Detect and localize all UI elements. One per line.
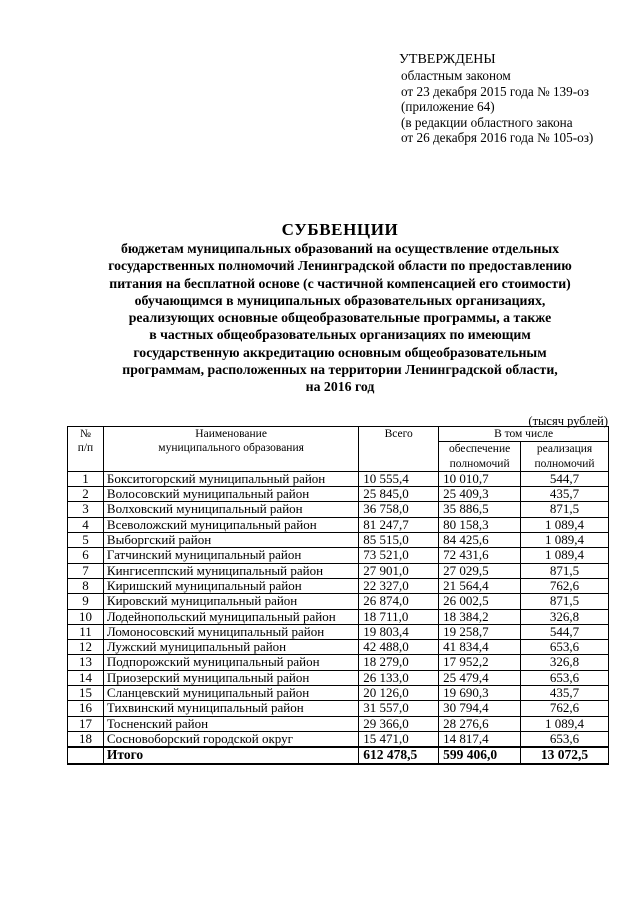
row-realization: 544,7 xyxy=(521,624,609,639)
header-realization-line1: реализация xyxy=(536,443,593,456)
row-total: 73 521,0 xyxy=(359,548,439,563)
approval-line: (приложение 64) xyxy=(401,99,495,115)
header-realization xyxy=(521,442,609,472)
table-header-row xyxy=(68,427,609,442)
row-name: Кингисеппский муниципальный район xyxy=(103,563,358,578)
row-num: 18 xyxy=(68,731,104,747)
row-total: 26 874,0 xyxy=(359,594,439,609)
row-realization: 653,6 xyxy=(521,640,609,655)
row-name: Лужский муниципальный район xyxy=(103,640,358,655)
row-name: Лодейнопольский муниципальный район xyxy=(103,609,358,624)
header-provision-line2: полномочий xyxy=(449,457,510,470)
approval-heading: УТВЕРЖДЕНЫ xyxy=(399,52,496,67)
table-row xyxy=(68,655,609,670)
row-provision: 25 409,3 xyxy=(439,487,521,502)
row-total: 31 557,0 xyxy=(359,701,439,716)
row-realization: 762,6 xyxy=(521,578,609,593)
row-realization: 653,6 xyxy=(521,670,609,685)
row-realization: 1 089,4 xyxy=(521,716,609,731)
row-realization: 326,8 xyxy=(521,609,609,624)
row-total: 22 327,0 xyxy=(359,578,439,593)
row-num: 16 xyxy=(68,701,104,716)
table-row xyxy=(68,487,609,502)
row-name: Тосненский район xyxy=(103,716,358,731)
row-num: 2 xyxy=(68,487,104,502)
row-name: Бокситогорский муниципальный район xyxy=(103,471,358,486)
title-line: на 2016 год xyxy=(305,379,375,395)
row-num: 12 xyxy=(68,640,104,655)
row-provision: 25 479,4 xyxy=(439,670,521,685)
row-num: 3 xyxy=(68,502,104,517)
row-name: Гатчинский муниципальный район xyxy=(103,548,358,563)
document-title xyxy=(0,220,640,396)
approval-line: областным законом xyxy=(401,68,511,84)
row-provision: 30 794,4 xyxy=(439,701,521,716)
subsidies-table xyxy=(67,426,609,765)
row-realization: 871,5 xyxy=(521,502,609,517)
row-num: 17 xyxy=(68,716,104,731)
row-total: 19 803,4 xyxy=(359,624,439,639)
header-name-line2: муниципального образования xyxy=(158,442,304,455)
row-realization: 1 089,4 xyxy=(521,548,609,563)
row-realization: 871,5 xyxy=(521,563,609,578)
row-provision: 14 817,4 xyxy=(439,731,521,747)
row-realization: 435,7 xyxy=(521,686,609,701)
row-num: 9 xyxy=(68,594,104,609)
row-num: 13 xyxy=(68,655,104,670)
row-total: 42 488,0 xyxy=(359,640,439,655)
row-provision: 28 276,6 xyxy=(439,716,521,731)
header-including: В том числе xyxy=(439,427,609,442)
total-row xyxy=(68,747,609,763)
row-name: Сланцевский муниципальный район xyxy=(103,686,358,701)
title-line: программам, расположенных на территории Ленинградской области, xyxy=(122,362,558,378)
table-row xyxy=(68,716,609,731)
row-provision: 26 002,5 xyxy=(439,594,521,609)
row-total: 10 555,4 xyxy=(359,471,439,486)
table-row xyxy=(68,731,609,747)
header-num-line1: № xyxy=(79,428,91,440)
row-name: Приозерский муниципальный район xyxy=(103,670,358,685)
header-realization-line2: полномочий xyxy=(534,457,595,470)
approval-line: (в редакции областного закона xyxy=(401,114,573,130)
title-line: питания на бесплатной основе (с частичной компенсацией его стоимости) xyxy=(109,275,571,291)
total-provision: 599 406,0 xyxy=(439,747,521,763)
table-row xyxy=(68,640,609,655)
title-main: СУБВЕНЦИИ xyxy=(281,220,399,239)
row-num: 14 xyxy=(68,670,104,685)
row-num: 5 xyxy=(68,533,104,548)
row-name: Волховский муниципальный район xyxy=(103,502,358,517)
title-line: обучающимся в муниципальных образовательных организациях, xyxy=(134,292,546,308)
row-total: 27 901,0 xyxy=(359,563,439,578)
header-provision-line1: обеспечение xyxy=(448,443,511,456)
total-realization: 13 072,5 xyxy=(521,747,609,763)
table-row xyxy=(68,594,609,609)
row-num: 7 xyxy=(68,563,104,578)
table-row xyxy=(68,624,609,639)
row-total: 18 711,0 xyxy=(359,609,439,624)
row-name: Всеволожский муниципальный район xyxy=(103,517,358,532)
title-line: бюджетам муниципальных образований на осуществление отдельных xyxy=(120,241,560,256)
table-row xyxy=(68,701,609,716)
row-num: 6 xyxy=(68,548,104,563)
row-realization: 544,7 xyxy=(521,471,609,486)
table-row xyxy=(68,533,609,548)
row-realization: 326,8 xyxy=(521,655,609,670)
header-num xyxy=(68,427,104,472)
table-row xyxy=(68,578,609,593)
row-total: 25 845,0 xyxy=(359,487,439,502)
row-num: 15 xyxy=(68,686,104,701)
row-total: 26 133,0 xyxy=(359,670,439,685)
table-row xyxy=(68,686,609,701)
header-name-line1: Наименование xyxy=(195,428,267,440)
row-name: Ломоносовский муниципальный район xyxy=(103,624,358,639)
row-num: 11 xyxy=(68,624,104,639)
table-body xyxy=(68,471,609,747)
row-provision: 19 258,7 xyxy=(439,624,521,639)
row-provision: 27 029,5 xyxy=(439,563,521,578)
total-num-cell xyxy=(68,747,104,763)
approval-block xyxy=(399,52,593,145)
row-provision: 80 158,3 xyxy=(439,517,521,532)
table-row xyxy=(68,517,609,532)
total-sum: 612 478,5 xyxy=(359,747,439,763)
row-name: Подпорожский муниципальный район xyxy=(103,655,358,670)
approval-line: от 23 декабря 2015 года № 139-оз xyxy=(401,83,589,99)
row-realization: 1 089,4 xyxy=(521,517,609,532)
title-line: государственных полномочий Ленинградской области по предоставлению xyxy=(108,258,572,274)
row-provision: 17 952,2 xyxy=(439,655,521,670)
row-name: Сосновоборский городской округ xyxy=(103,731,358,747)
row-total: 29 366,0 xyxy=(359,716,439,731)
row-provision: 21 564,4 xyxy=(439,578,521,593)
approval-line: от 26 декабря 2016 года № 105-оз) xyxy=(401,130,594,146)
total-label: Итого xyxy=(103,747,358,763)
row-provision: 72 431,6 xyxy=(439,548,521,563)
row-num: 1 xyxy=(68,471,104,486)
row-realization: 435,7 xyxy=(521,487,609,502)
row-total: 18 279,0 xyxy=(359,655,439,670)
title-line: в частных общеобразовательных организациях по имеющим xyxy=(149,327,531,343)
row-realization: 1 089,4 xyxy=(521,533,609,548)
row-name: Волосовский муниципальный район xyxy=(103,487,358,502)
units-label: (тысяч рублей) xyxy=(528,414,608,428)
row-name: Кировский муниципальный район xyxy=(103,594,358,609)
row-provision: 35 886,5 xyxy=(439,502,521,517)
row-num: 4 xyxy=(68,517,104,532)
row-provision: 41 834,4 xyxy=(439,640,521,655)
row-num: 10 xyxy=(68,609,104,624)
title-line: реализующих основные общеобразовательные программы, а также xyxy=(128,310,552,326)
row-total: 20 126,0 xyxy=(359,686,439,701)
row-name: Выборгский район xyxy=(103,533,358,548)
row-provision: 19 690,3 xyxy=(439,686,521,701)
table-row xyxy=(68,471,609,486)
header-total: Всего xyxy=(359,427,439,472)
row-total: 85 515,0 xyxy=(359,533,439,548)
row-provision: 84 425,6 xyxy=(439,533,521,548)
row-num: 8 xyxy=(68,578,104,593)
header-num-line2: п/п xyxy=(77,442,94,455)
row-name: Тихвинский муниципальный район xyxy=(103,701,358,716)
table-row xyxy=(68,548,609,563)
row-name: Киришский муниципальный район xyxy=(103,578,358,593)
header-name xyxy=(103,427,358,472)
row-realization: 762,6 xyxy=(521,701,609,716)
header-provision xyxy=(439,442,521,472)
row-realization: 871,5 xyxy=(521,594,609,609)
table-row xyxy=(68,670,609,685)
table-row xyxy=(68,502,609,517)
row-total: 36 758,0 xyxy=(359,502,439,517)
table-row xyxy=(68,609,609,624)
row-total: 15 471,0 xyxy=(359,731,439,747)
row-provision: 18 384,2 xyxy=(439,609,521,624)
row-realization: 653,6 xyxy=(521,731,609,747)
table-row xyxy=(68,563,609,578)
row-provision: 10 010,7 xyxy=(439,471,521,486)
title-line: государственную аккредитацию основным общеобразовательным xyxy=(133,344,547,360)
row-total: 81 247,7 xyxy=(359,517,439,532)
